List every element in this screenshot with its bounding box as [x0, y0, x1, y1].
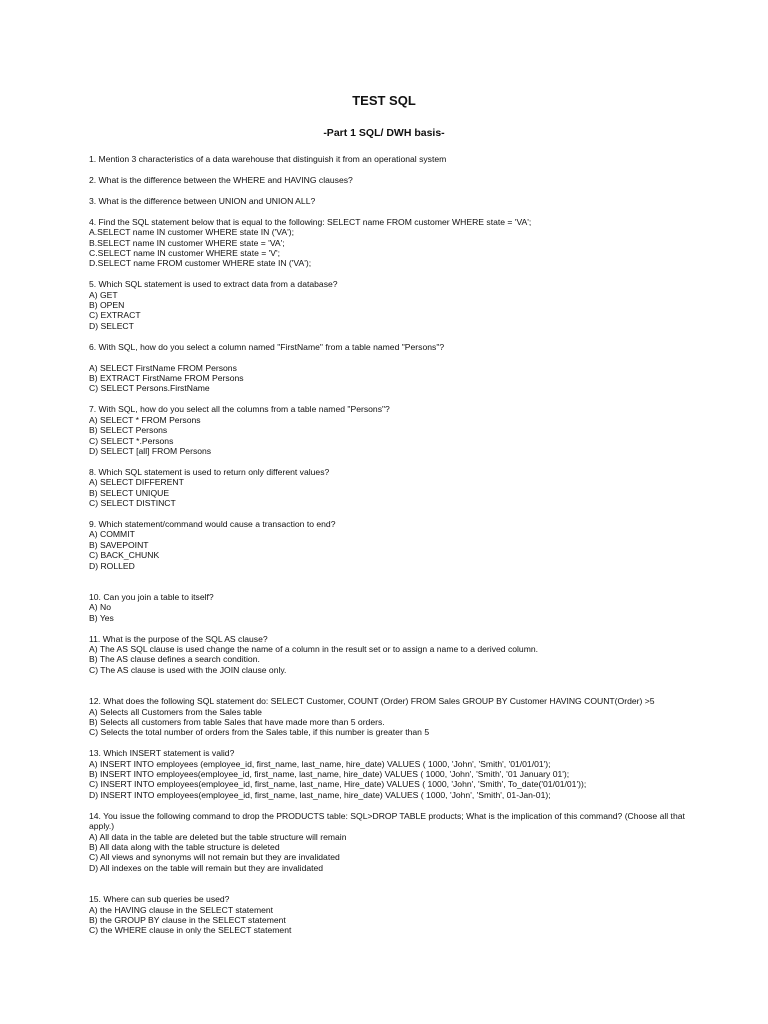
answer-option: C) INSERT INTO employees(employee_id, first_name, last_name, Hire_date) VALUES ( 1000, 'John', 'Smith', To_date('01/01/01')); [89, 779, 587, 790]
question-text: 12. What does the following SQL statement do: SELECT Customer, COUNT (Order) FROM Sales GROUP BY Customer HAVING COUNT(Order) >5 [89, 696, 655, 707]
question-block [89, 342, 701, 394]
question-text: 2. What is the difference between the WHERE and HAVING clauses? [89, 174, 353, 185]
question-block [89, 696, 701, 738]
answer-option: D) ROLLED [89, 560, 135, 571]
blank-line [89, 873, 701, 883]
answer-option: A) SELECT DIFFERENT [89, 477, 184, 488]
answer-option: A) No [89, 602, 111, 613]
answer-option: B) the GROUP BY clause in the SELECT statement [89, 914, 286, 925]
document-title: TEST SQL [352, 93, 416, 108]
answer-option: A) INSERT INTO employees (employee_id, first_name, last_name, hire_date) VALUES ( 1000, 'John', 'Smith', '01/01/01'); [89, 758, 551, 769]
question-block [89, 748, 701, 800]
blank-line [89, 352, 701, 362]
answer-option: D) SELECT [89, 320, 134, 331]
answer-option: A) The AS SQL clause is used change the name of a column in the result set or to assign a name to a derived column. [89, 644, 539, 654]
question-text: 7. With SQL, how do you select all the columns from a table named "Persons"? [89, 404, 390, 415]
question-text: 8. Which SQL statement is used to return only different values? [89, 466, 330, 477]
answer-option: A) the HAVING clause in the SELECT statement [89, 904, 274, 915]
answer-option: C) the WHERE clause in only the SELECT statement [89, 925, 292, 936]
answer-option: C) EXTRACT [89, 310, 141, 321]
question-list [89, 154, 701, 946]
answer-option: C) SELECT DISTINCT [89, 498, 176, 509]
answer-option: B) SELECT UNIQUE [89, 487, 170, 498]
answer-option: C) The AS clause is used with the JOIN clause only. [89, 664, 287, 675]
answer-option: C) Selects the total number of orders from the Sales table, if this number is greater than 5 [89, 727, 430, 738]
question-block [89, 279, 701, 331]
question-text: 6. With SQL, how do you select a column named "FirstName" from a table named "Persons"? [89, 341, 445, 352]
question-text: 14. You issue the following command to drop the PRODUCTS table: SQL>DROP TABLE products; What is the implication of this command? (Choose all that apply.) [89, 810, 685, 832]
answer-option: B.SELECT name IN customer WHERE state = 'VA'; [89, 237, 285, 248]
question-block [89, 467, 701, 509]
answer-option: A) COMMIT [89, 529, 135, 540]
question-text: 15. Where can sub queries be used? [89, 894, 230, 905]
question-text: 1. Mention 3 characteristics of a data warehouse that distinguish it from an operational system [89, 154, 447, 164]
answer-option: C) SELECT *.Persons [89, 435, 174, 446]
answer-option: A) All data in the table are deleted but the table structure will remain [89, 831, 347, 842]
answer-option: A) GET [89, 289, 118, 300]
question-text: 9. Which statement/command would cause a transaction to end? [89, 518, 336, 529]
question-block [89, 175, 701, 185]
question-block [89, 811, 701, 884]
question-block [89, 217, 701, 269]
answer-option: B) INSERT INTO employees(employee_id, first_name, last_name, hire_date) VALUES ( 1000, 'John', 'Smith', '01 January 01'); [89, 769, 570, 780]
question-block [89, 404, 701, 456]
blank-line [89, 675, 701, 685]
question-block [89, 592, 701, 623]
question-block [89, 519, 701, 581]
answer-option: B) Yes [89, 612, 114, 623]
question-text: 11. What is the purpose of the SQL AS clause? [89, 633, 268, 644]
question-block [89, 196, 701, 206]
question-block [89, 154, 701, 164]
question-block [89, 634, 701, 686]
question-block [89, 894, 701, 936]
question-text: 13. Which INSERT statement is valid? [89, 748, 235, 759]
answer-option: C.SELECT name IN customer WHERE state = 'V'; [89, 247, 281, 258]
answer-option: B) Selects all customers from table Sales that have made more than 5 orders. [89, 716, 385, 727]
question-text: 5. Which SQL statement is used to extract data from a database? [89, 279, 338, 290]
document-subtitle: -Part 1 SQL/ DWH basis- [323, 127, 445, 139]
answer-option: B) EXTRACT FirstName FROM Persons [89, 372, 244, 383]
answer-option: D) All indexes on the table will remain but they are invalidated [89, 862, 324, 873]
question-text: 3. What is the difference between UNION and UNION ALL? [89, 195, 316, 206]
question-text: 4. Find the SQL statement below that is equal to the following: SELECT name FROM customer WHERE state = 'VA'; [89, 216, 532, 227]
answer-option: C) All views and synonyms will not remain but they are invalidated [89, 852, 340, 863]
answer-option: C) SELECT Persons.FirstName [89, 383, 210, 394]
answer-option: D) INSERT INTO employees(employee_id, first_name, last_name, hire_date) VALUES ( 1000, 'John', 'Smith', 01-Jan-01); [89, 789, 551, 800]
question-text: 10. Can you join a table to itself? [89, 591, 214, 602]
blank-line [89, 571, 701, 581]
answer-option: D) SELECT [all] FROM Persons [89, 445, 212, 456]
answer-option: C) BACK_CHUNK [89, 550, 160, 561]
answer-option: B) OPEN [89, 300, 125, 311]
answer-option: A) Selects all Customers from the Sales table [89, 706, 262, 717]
answer-option: D.SELECT name FROM customer WHERE state IN ('VA'); [89, 258, 312, 269]
answer-option: A) SELECT FirstName FROM Persons [89, 362, 237, 373]
answer-option: B) SAVEPOINT [89, 539, 149, 550]
answer-option: B) All data along with the table structure is deleted [89, 841, 280, 852]
answer-option: A) SELECT * FROM Persons [89, 414, 201, 425]
answer-option: B) The AS clause defines a search condition. [89, 654, 260, 665]
answer-option: A.SELECT name IN customer WHERE state IN ('VA'); [89, 227, 294, 238]
answer-option: B) SELECT Persons [89, 425, 168, 436]
